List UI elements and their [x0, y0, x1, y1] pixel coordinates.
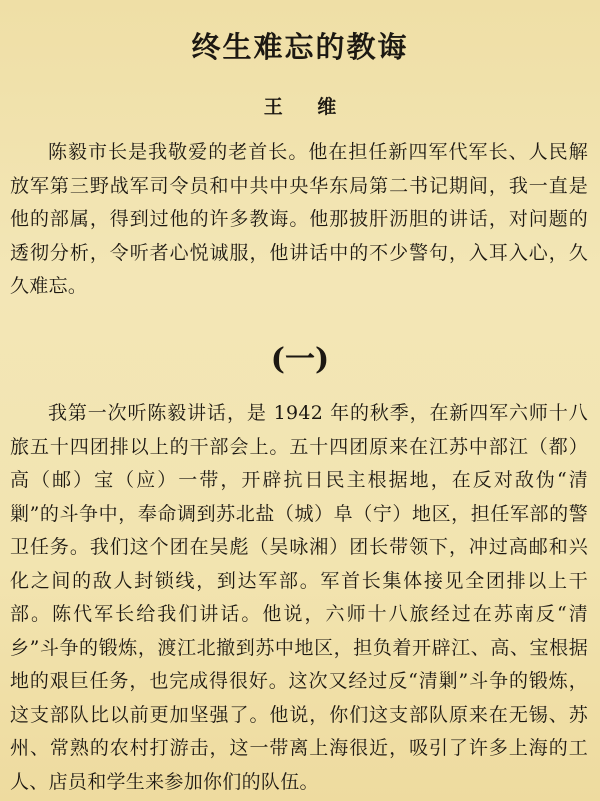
author-name: 王 维	[263, 96, 351, 118]
section-paragraph: 我第一次听陈毅讲话，是 1942 年的秋季，在新四军六师十八旅五十四团排以上的干部会上。五十四团原来在江苏中部江（都）高（邮）宝（应）一带，开辟抗日民主根据地，在反对敌伪“清剿”的斗争中，奉命调到苏北盐（城）阜（宁）地区，担任军部的警卫任务。我们这个团在吴彪（吴咏湘）团长带领下，冲过高邮和兴化之间的敌人封锁线，到达军部。军首长集体接见全团排以上干部。陈代军长给我们讲话。他说，六师十八旅经过在苏南反“清乡”斗争的锻炼，渡江北撤到苏中地区，担负着开辟江、高、宝根据地的艰巨任务，也完成得很好。这次又经过反“清剿”斗争的锻炼，这支部队比以前更加坚强了。他说，你们这支部队原来在无锡、苏州、常熟的农村打游击，这一带离上海很近，吸引了许多上海的工人、店员和学生来参加你们的队伍。	[10, 402, 588, 793]
intro-paragraph: 陈毅市长是我敬爱的老首长。他在担任新四军代军长、人民解放军第三野战军司令员和中共中央华东局第二书记期间，我一直是他的部属，得到过他的许多教诲。他那披肝沥胆的讲话，对问题的透彻分析，令听者心悦诚服，他讲话中的不少警句，入耳入心，久久难忘。	[10, 141, 588, 297]
article-title: 终生难忘的教诲	[191, 30, 409, 65]
section-heading: (一)	[270, 342, 330, 377]
